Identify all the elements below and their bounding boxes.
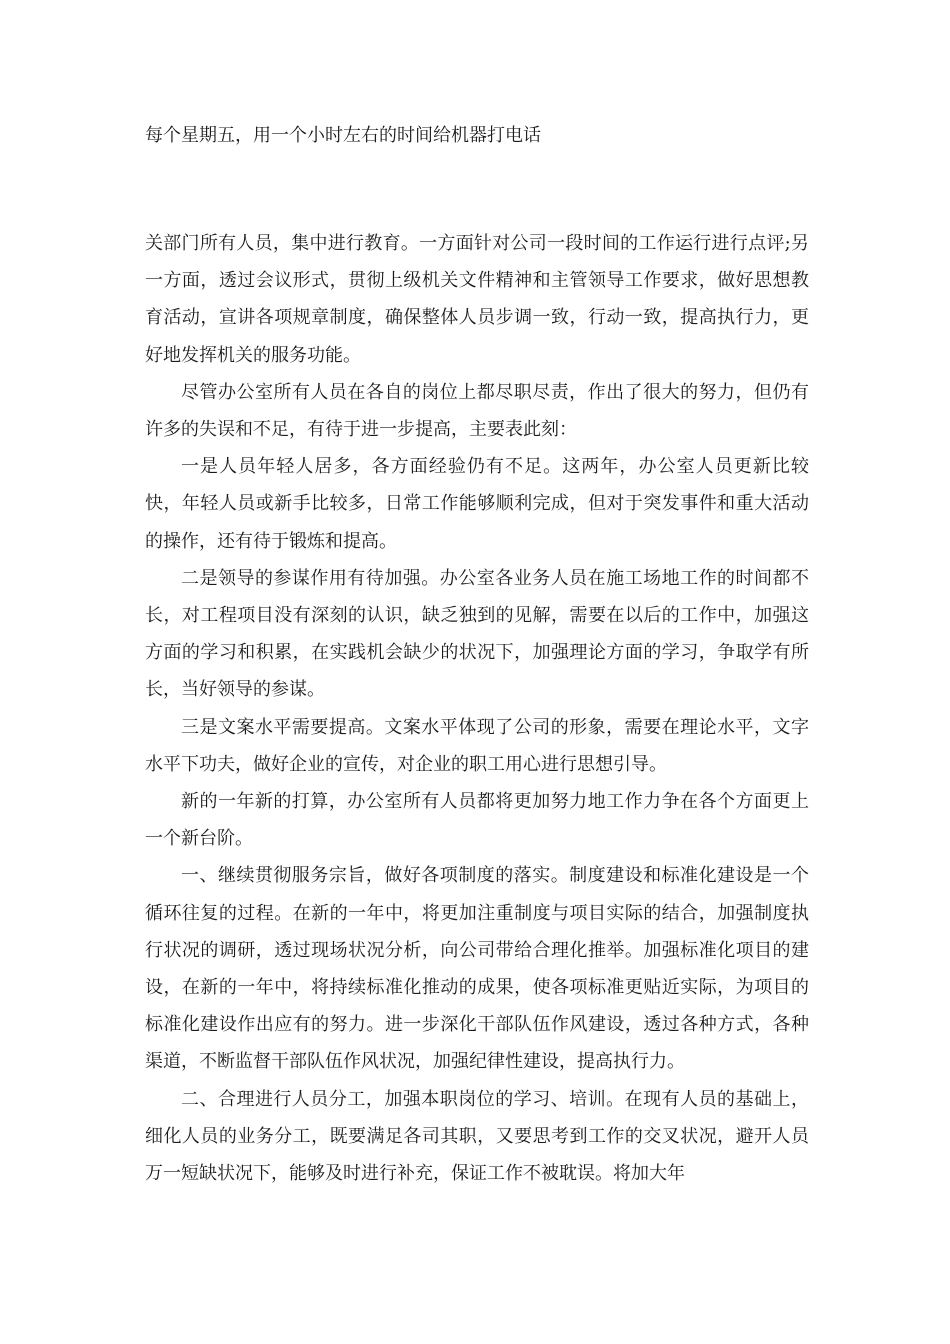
paragraph-new-year-plan: 新的一年新的打算，办公室所有人员都将更加努力地工作力争在各个方面更上一个新台阶。 — [145, 791, 809, 850]
paragraph-plan-one: 一、继续贯彻服务宗旨，做好各项制度的落实。制度建设和标准化建设是一个循环往复的过程。在新的一年中，将更加注重制度与项目实际的结合，加强制度执行状况的调研，透过现场状况分析，向公司带给合理化推举。加强标准化项目的建设，在新的一年中，将持续标准化推动的成果，使各项标准更贴近实际，为项目的标准化建设作出应有的努力。进一步深化干部队伍作风建设，透过各种方式，各种渠道，不断监督干部队伍作风状况，加强纪律性建设，提高执行力。 — [145, 865, 809, 1073]
paragraph-shortcomings-intro: 尽管办公室所有人员在各自的岗位上都尽职尽责，作出了很大的努力，但仍有许多的失误和不足，有待于进一步提高，主要表此刻： — [145, 381, 809, 441]
paragraph-point-three: 三是文案水平需要提高。文案水平体现了公司的形象，需要在理论水平，文字水平下功夫，做好企业的宣传，对企业的职工用心进行思想引导。 — [145, 716, 809, 775]
paragraph-plan-two: 二、合理进行人员分工，加强本职岗位的学习、培训。在现有人员的基础上，细化人员的业务分工，既要满足各司其职，又要思考到工作的交叉状况，避开人员万一短缺状况下，能够及时进行补充，保证工作不被耽误。将加大年 — [145, 1088, 809, 1185]
paragraph-point-two: 二是领导的参谋作用有待加强。办公室各业务人员在施工场地工作的时间都不长，对工程项目没有深刻的认识，缺乏独到的见解，需要在以后的工作中，加强这方面的学习和积累，在实践机会缺少的状况下，加强理论方面的学习，争取学有所长，当好领导的参谋。 — [145, 567, 809, 701]
header-line: 每个星期五，用一个小时左右的时间给机器打电话 — [145, 125, 541, 146]
paragraph-point-one: 一是人员年轻人居多，各方面经验仍有不足。这两年，办公室人员更新比较快，年轻人员或新手比较多，日常工作能够顺利完成，但对于突发事件和重大活动的操作，还有待于锻炼和提高。 — [145, 456, 809, 552]
paragraph-continuation: 关部门所有人员，集中进行教育。一方面针对公司一段时间的工作运行进行点评;另一方面，透过会议形式，贯彻上级机关文件精神和主管领导工作要求，做好思想教育活动，宣讲各项规章制度，确保整体人员步调一致，行动一致，提高执行力，更好地发挥机关的服务功能。 — [145, 233, 809, 366]
document-body — [145, 225, 809, 1192]
